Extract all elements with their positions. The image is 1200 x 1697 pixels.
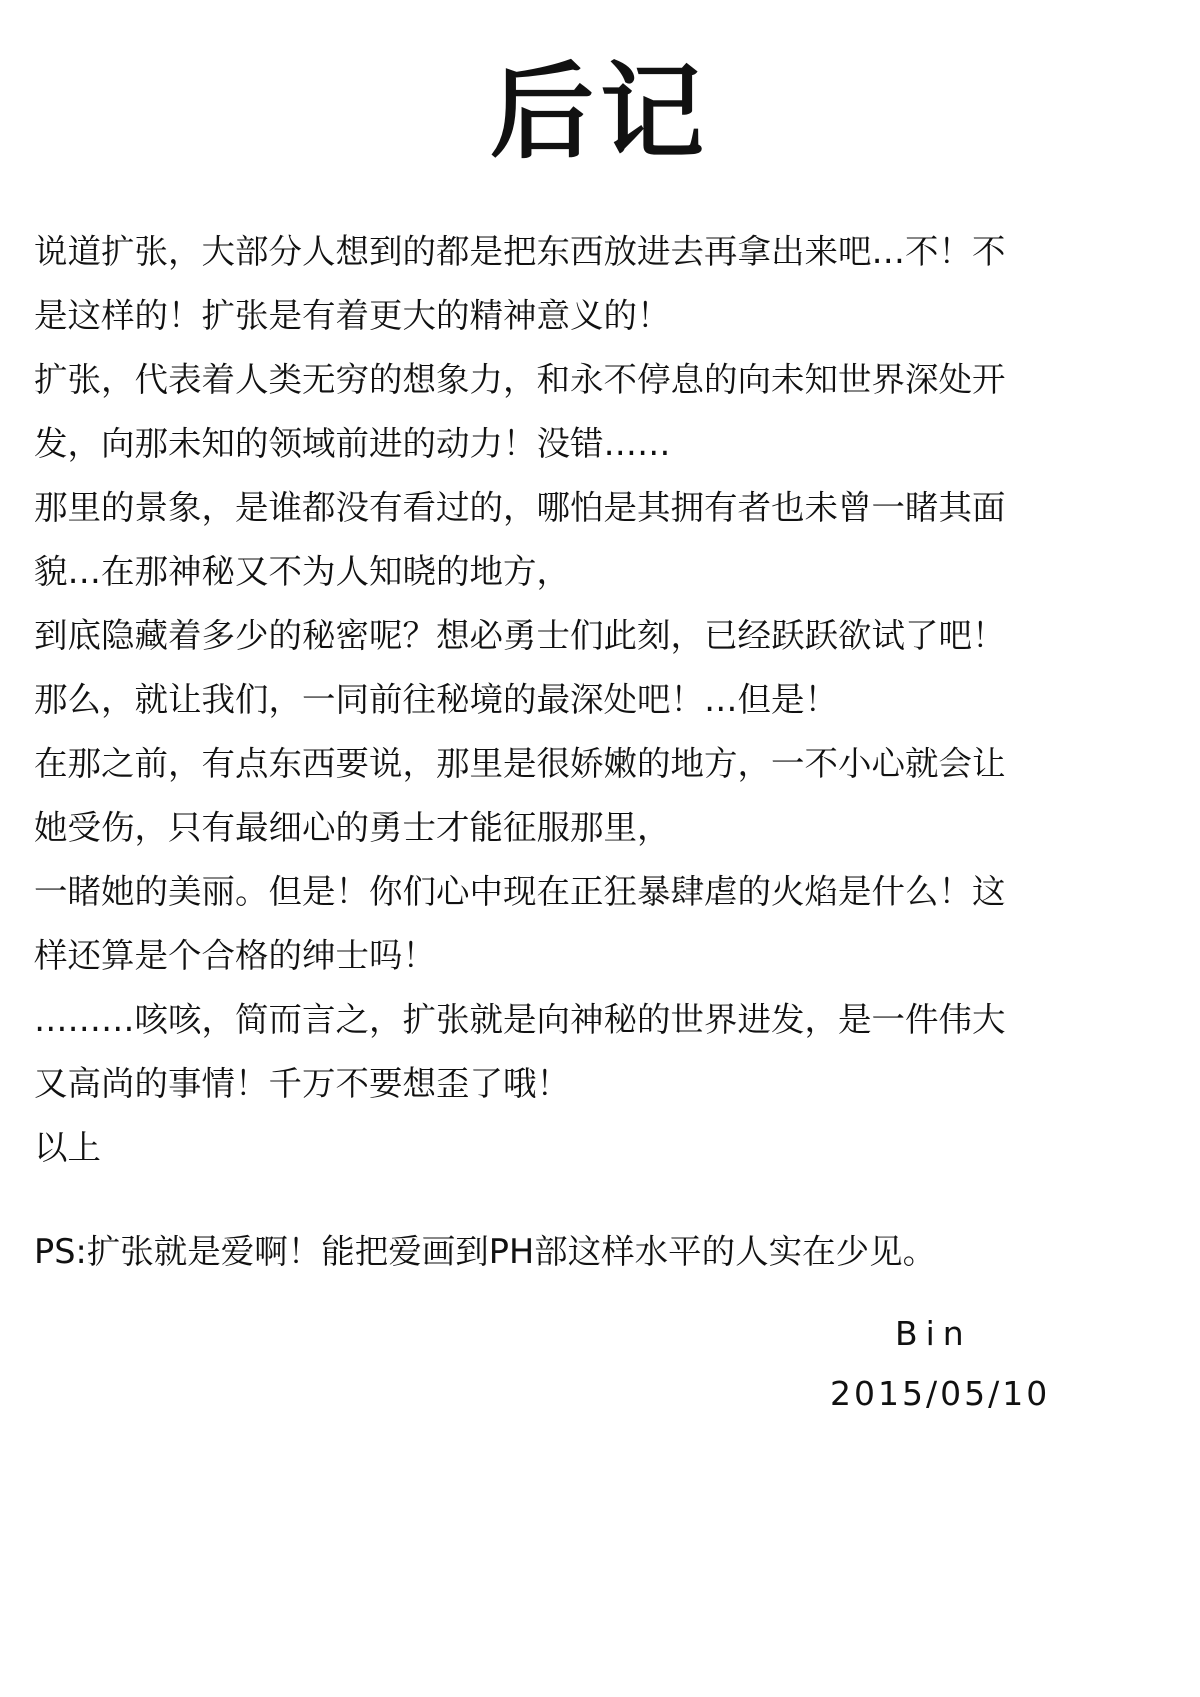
body-line: 是这样的！扩张是有着更大的精神意义的！ xyxy=(34,296,671,335)
body-line: 扩张，代表着人类无穷的想象力，和永不停息的向未知世界深处开 xyxy=(34,360,1006,399)
signature-name: Bin xyxy=(895,1314,972,1353)
body-line: 貌…在那神秘又不为人知晓的地方， xyxy=(34,552,570,591)
body-line: 又高尚的事情！千万不要想歪了哦！ xyxy=(34,1064,570,1103)
signature-date: 2015/05/10 xyxy=(830,1374,1051,1413)
body-line: 发，向那未知的领域前进的动力！没错…… xyxy=(34,424,671,463)
body-line: ………咳咳，简而言之，扩张就是向神秘的世界进发，是一件伟大 xyxy=(34,1000,1006,1039)
body-line: 她受伤，只有最细心的勇士才能征服那里， xyxy=(34,808,671,847)
afterword-body xyxy=(34,220,1174,1284)
body-line: 在那之前，有点东西要说，那里是很娇嫩的地方，一不小心就会让 xyxy=(34,744,1006,783)
body-line: 一睹她的美丽。但是！你们心中现在正狂暴肆虐的火焰是什么！这 xyxy=(34,872,1006,911)
page-title: 后记 xyxy=(489,51,710,173)
postscript: PS:扩张就是爱啊！能把爱画到PH部这样水平的人实在少见。 xyxy=(34,1232,937,1271)
body-line: 到底隐藏着多少的秘密呢？想必勇士们此刻，已经跃跃欲试了吧！ xyxy=(34,616,1006,655)
body-line: 那里的景象，是谁都没有看过的，哪怕是其拥有者也未曾一睹其面 xyxy=(34,488,1006,527)
body-line: 以上 xyxy=(34,1128,101,1167)
body-line: 那么，就让我们，一同前往秘境的最深处吧！…但是！ xyxy=(34,680,838,719)
body-line: 样还算是个合格的绅士吗！ xyxy=(34,936,436,975)
body-line: 说道扩张，大部分人想到的都是把东西放进去再拿出来吧…不！不 xyxy=(34,232,1006,271)
